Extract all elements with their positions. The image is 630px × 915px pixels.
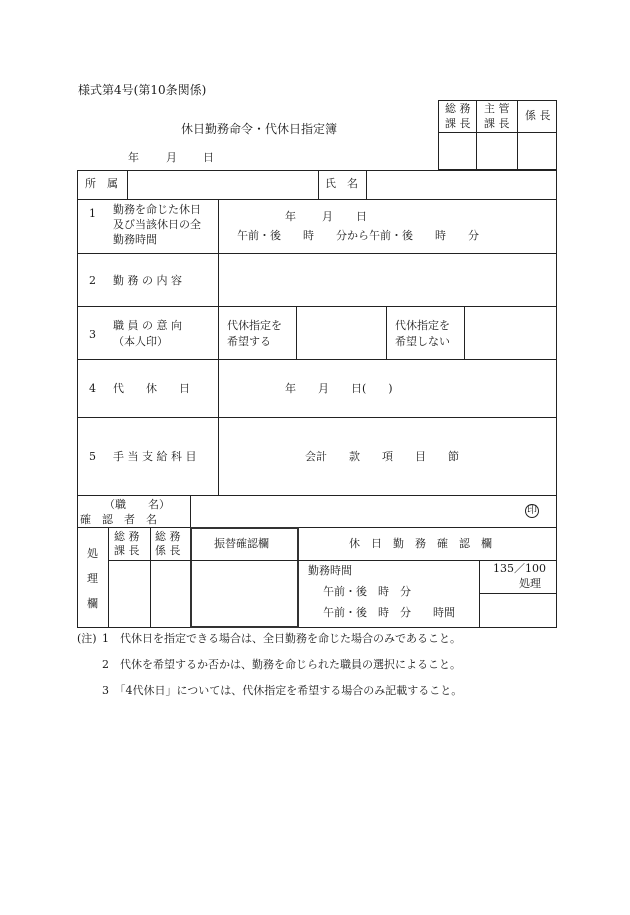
row1-label-line1: 勤務を命じた休日 [113,203,201,216]
seal-char: 印 [527,505,537,516]
code-sub-label: 処理 [519,577,541,590]
row1-date-month: 月 [322,210,333,223]
row3-label-line2: （本人印） [113,335,168,348]
row1-label-line3: 勤務時間 [113,233,157,246]
opt-yes-seal-field[interactable] [297,307,385,358]
approval-col2-line1: 主 管 [484,102,510,115]
row2-label: 勤 務 の 内 容 [113,274,182,287]
row1-date-day: 日 [356,210,367,223]
shori-label-3: 欄 [87,597,98,610]
approval-stamp-slot-1[interactable] [439,133,476,169]
shori-col2-line2: 係 長 [155,544,181,557]
row5-label: 手 当 支 給 科 目 [113,450,197,463]
shimei-label: 氏 名 [325,177,358,190]
notes-prefix: (注) [77,632,97,645]
seal-icon [525,504,539,518]
form-title: 休日勤務命令・代休日指定簿 [181,122,338,136]
compensatory-day-value[interactable]: 年 月 日( ) [285,382,393,395]
shori-col1-line2: 課 長 [114,544,140,557]
note-2: 2 代休を希望するか否かは、勤務を命じられた職員の選択によること。 [102,658,461,671]
work-hours-line2[interactable]: 午前・後 時 分 時間 [323,606,455,619]
approval-stamp-slot-2[interactable] [477,133,517,169]
approval-col2-line2: 課 長 [484,117,510,130]
allowance-account-value[interactable]: 会計 款 項 目 節 [305,450,459,463]
form-number-label: 様式第4号(第10条関係) [78,83,207,97]
work-hours-line1[interactable]: 午前・後 時 分 [323,585,411,598]
confirm-name-label: 確 認 者 名 [80,513,157,526]
approval-stamp-table [438,100,557,170]
opt-yes-line1: 代休指定を [227,319,282,332]
shori-label-2: 理 [87,572,98,585]
approval-col3: 係 長 [525,109,551,122]
confirmer-name-field[interactable] [191,496,521,526]
holiday-confirm-label: 休 日 勤 務 確 認 欄 [349,537,492,550]
row1-date-year: 年 [285,210,296,223]
shozoku-field[interactable] [128,171,317,198]
note-3: 3 「4代休日」については、代休指定を希望する場合のみ記載すること。 [102,684,463,697]
date-day-label: 日 [203,151,214,164]
work-content-field[interactable] [219,254,556,305]
opt-no-seal-field[interactable] [465,307,556,358]
row3-number: 3 [89,328,96,341]
shori-col1-line1: 総 務 [114,530,140,543]
code-label: 135／100 [493,562,546,575]
opt-no-line1: 代休指定を [395,319,450,332]
furikae-label: 振替確認欄 [214,537,269,550]
row2-number: 2 [89,274,96,287]
approval-stamp-slot-3[interactable] [518,133,556,169]
date-month-label: 月 [166,151,177,164]
work-hours-label: 勤務時間 [308,564,352,577]
shori-stamp-slot-2[interactable] [151,561,190,627]
shori-label-1: 処 [87,547,98,560]
note-1: 1 代休日を指定できる場合は、全日勤務を命じた場合のみであること。 [102,632,461,645]
approval-col1-line1: 総 務 [445,102,471,115]
date-year-label: 年 [128,151,139,164]
row1-label-line2: 及び当該休日の全 [113,218,201,231]
opt-yes-line2: 希望する [227,335,271,348]
shori-stamp-slot-1[interactable] [109,561,150,627]
confirm-position-label: （職 名） [104,498,170,511]
shori-col2-line1: 総 務 [155,530,181,543]
row5-number: 5 [89,450,96,463]
row4-number: 4 [89,382,96,395]
row1-number: 1 [89,207,96,220]
approval-col1-line2: 課 長 [445,117,471,130]
shimei-field[interactable] [367,171,556,198]
shozoku-label: 所 属 [85,177,118,190]
row1-time-range[interactable]: 午前・後 時 分から午前・後 時 分 [237,229,479,242]
opt-no-line2: 希望しない [395,335,450,348]
row4-label: 代 休 日 [113,382,190,395]
row3-label-line1: 職 員 の 意 向 [113,319,182,332]
